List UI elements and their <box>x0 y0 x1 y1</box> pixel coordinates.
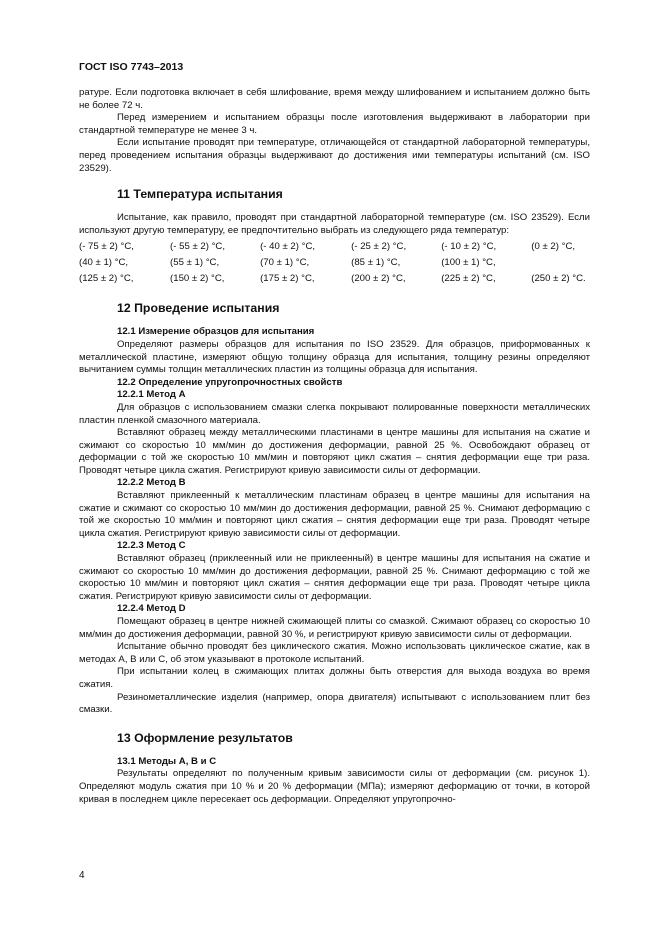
temperature-value: (- 40 ± 2) °C, <box>260 241 316 253</box>
temperature-row <box>79 255 590 271</box>
temperature-value: (200 ± 2) °C, <box>351 273 406 285</box>
paragraph: При испытании колец в сжимающих плитах должны быть отверстия для выхода воздуха во время сжатия. <box>79 666 590 690</box>
temperature-row <box>79 239 590 255</box>
paragraph: Помещают образец в центре нижней сжимающей плиты со смазкой. Сжимают образец со скоростью 10 мм/мин до достижения деформации, равной 30 %, и регистрируют кривую зависимости силы от деформации. <box>79 616 590 640</box>
temperature-value: (250 ± 2) °C. <box>531 273 586 285</box>
temperature-value: (70 ± 1) °C, <box>260 257 310 269</box>
temperature-value: (55 ± 1) °C, <box>170 257 220 269</box>
temperature-value: (0 ± 2) °C, <box>531 241 576 253</box>
paragraph: ратуре. Если подготовка включает в себя шлифование, время между шлифованием и испытанием должно быть не более 72 ч. <box>79 87 590 111</box>
subsection-12-1-heading: 12.1 Измерение образцов для испытания <box>117 326 315 338</box>
temperature-list <box>79 239 590 287</box>
paragraph: Результаты определяют по полученным кривым зависимости силы от деформации (см. рисунок 1). Определяют модуль сжатия при 10 % и 20 % деформации (МПа); измеряют деформацию от точки, в которой кривая в последнем цикле пересекает ось деформации. Определяют упругопрочно- <box>79 768 590 805</box>
temperature-value: (- 25 ± 2) °C, <box>351 241 407 253</box>
subsection-13-1-heading: 13.1 Методы А, В и С <box>117 755 217 767</box>
section-11-heading: 11 Температура испытания <box>117 187 283 202</box>
page-number: 4 <box>79 870 85 881</box>
temperature-value: (- 55 ± 2) °C, <box>170 241 225 253</box>
temperature-value: (- 10 ± 2) °C, <box>441 241 497 253</box>
subsection-12-2-1-heading: 12.2.1 Метод А <box>117 389 186 401</box>
document-header: ГОСТ ISO 7743–2013 <box>79 61 184 73</box>
paragraph: Испытание обычно проводят без циклического сжатия. Можно использовать циклическое сжатие, как в методах А, В или С, об этом указывают в протоколе испытаний. <box>79 641 590 665</box>
paragraph: Резинометаллические изделия (например, опора двигателя) испытывают с использованием плит без смазки. <box>79 691 590 716</box>
temperature-value: (85 ± 1) °C, <box>351 257 401 269</box>
temperature-row <box>79 271 590 287</box>
section-13-heading: 13 Оформление результатов <box>117 730 293 745</box>
paragraph: Для образцов с использованием смазки слегка покрывают полированные поверхности металлических пластин пленкой смазочного материала. <box>79 401 590 426</box>
paragraph: Испытание, как правило, проводят при стандартной лабораторной температуре (см. ISO 23529). Если используют другую температуру, ее предпочтительно выбрать из следующего ряда температур: <box>79 212 590 236</box>
paragraph: Вставляют приклеенный к металлическим пластинам образец в центре машины для испытания на сжатие и сжимают со скоростью 10 мм/мин до достижения деформации, равной 25 %. Снимают деформацию с той же скоростью 10 мм/мин и повторяют цикл сжатия – снятия деформации еще три раза. Проводят четыре цикла сжатия. Регистрируют кривую зависимости силы от деформации. <box>79 490 590 539</box>
section-12-heading: 12 Проведение испытания <box>117 301 280 316</box>
paragraph: Если испытание проводят при температуре, отличающейся от стандартной лабораторной температуры, перед проведением испытания образцы выдерживают до достижения ими температуры испытаний (см. ISO 23529). <box>79 137 590 174</box>
temperature-value: (100 ± 1) °C, <box>441 257 496 269</box>
subsection-12-2-4-heading: 12.2.4 Метод D <box>117 603 186 615</box>
temperature-value: (150 ± 2) °C, <box>170 273 225 285</box>
paragraph: Вставляют образец (приклеенный или не приклеенный) в центре машины для испытания на сжатие и сжимают со скоростью 10 мм/мин до достижения деформации, равной 25 %. Снимают деформацию с той же скоростью 10 мм/мин и повторяют цикл сжатия – снятия деформации еще три раза. Проводят четыре цикла сжатия. Регистрируют кривую зависимости силы от деформации. <box>79 553 590 602</box>
temperature-value: (40 ± 1) °C, <box>79 257 129 269</box>
document-body <box>79 87 590 806</box>
temperature-value: (175 ± 2) °C, <box>260 273 315 285</box>
subsection-12-2-3-heading: 12.2.3 Метод С <box>117 540 186 552</box>
temperature-value: (125 ± 2) °C, <box>79 273 134 285</box>
paragraph: Определяют размеры образцов для испытания по ISO 23529. Для образцов, приформованных к металлической пластине, измеряют общую толщину образца для испытания, толщину резины определяют вычитанием суммы толщин металлических пластин из толщины образца для испытания. <box>79 338 590 376</box>
subsection-12-2-heading: 12.2 Определение упругопрочностных свойств <box>117 376 343 388</box>
paragraph: Вставляют образец между металлическими пластинами в центре машины для испытания на сжатие и сжимают со скоростью 10 мм/мин до достижения деформации, равной 25 %. Освобождают образец от деформации с той же скоростью 10 мм/мин и повторяют цикл сжатия – снятия деформации еще три раза. Проводят четыре цикла сжатия. Регистрируют кривую зависимости силы от деформации. <box>79 427 590 476</box>
temperature-value: (- 75 ± 2) °C, <box>79 241 134 253</box>
temperature-value: (225 ± 2) °C, <box>441 273 496 285</box>
paragraph: Перед измерением и испытанием образцы после изготовления выдерживают в лаборатории при стандартной температуре не менее 3 ч. <box>79 112 590 136</box>
subsection-12-2-2-heading: 12.2.2 Метод В <box>117 477 186 489</box>
